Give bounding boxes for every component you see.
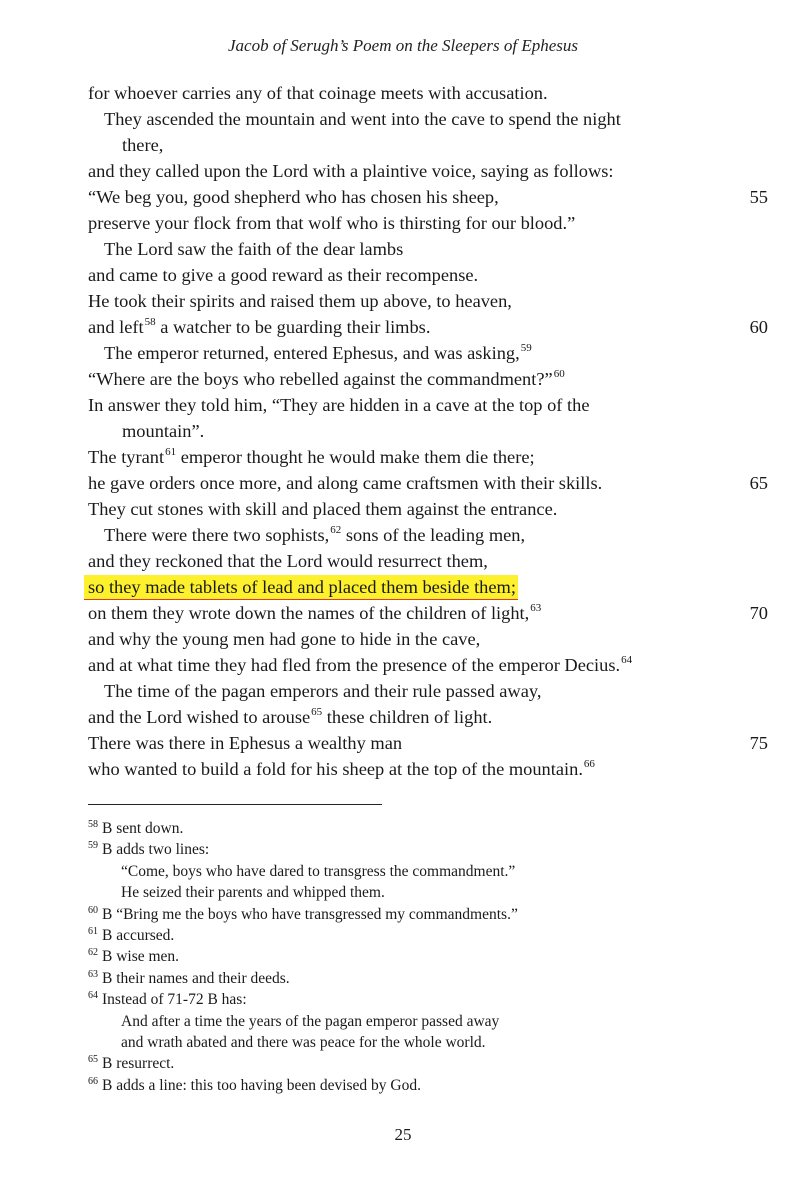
poem-line-70: [88, 600, 768, 626]
footnote-text: B their names and their deeds.: [102, 969, 290, 987]
footnote-text: B wise men.: [102, 948, 180, 966]
footnote-58: [88, 818, 728, 839]
line-text: They ascended the mountain and went into the cave to spend the night: [104, 109, 621, 129]
footnote-64-quoted-line: [88, 1032, 728, 1053]
poem-line-57: [88, 236, 768, 262]
line-number: 55: [749, 187, 768, 207]
footnote-text: B adds two lines:: [102, 841, 210, 859]
poem-text: [88, 80, 768, 782]
line-text: and they called upon the Lord with a plaintive voice, saying as follows:: [88, 161, 614, 181]
line-text-after: a watcher to be guarding their limbs.: [155, 317, 431, 337]
footnote-59-quoted-line: [88, 861, 728, 882]
poem-line-67: [88, 522, 768, 548]
footnote-number: 63: [88, 968, 98, 980]
footnote-61: [88, 925, 728, 946]
poem-line-72: [88, 652, 768, 678]
footnote-number: 66: [88, 1075, 98, 1087]
line-text: There were there two sophists,: [104, 525, 330, 545]
poem-line-74: [88, 704, 768, 730]
line-text: for whoever carries any of that coinage meets with accusation.: [88, 83, 548, 103]
line-text-after: sons of the leading men,: [341, 525, 526, 545]
footnote-ref: 58: [144, 316, 156, 328]
poem-line-65: [88, 470, 768, 496]
poem-line-59: [88, 288, 768, 314]
footnote-number: 58: [88, 819, 98, 830]
line-text-after: these children of light.: [322, 707, 493, 727]
line-number: 75: [749, 733, 768, 753]
footnote-62: [88, 946, 728, 967]
line-text: he gave orders once more, and along came craftsmen with their skills.: [88, 473, 603, 493]
line-text: and left: [88, 317, 144, 337]
poem-line-62: [88, 366, 768, 392]
line-text: The time of the pagan emperors and their rule passed away,: [104, 681, 542, 701]
poem-line-53-continuation: [88, 132, 768, 158]
footnote-text: B sent down.: [102, 820, 184, 837]
line-text-after: emperor thought he would make them die there;: [176, 447, 535, 467]
line-text: and at what time they had fled from the presence of the emperor Decius.: [88, 655, 621, 675]
footnote-65: [88, 1053, 728, 1074]
poem-line-71: [88, 626, 768, 652]
footnote-60: [88, 904, 728, 925]
line-text: preserve your flock from that wolf who is thirsting for our blood.”: [88, 213, 576, 233]
footnote-66: [88, 1075, 728, 1096]
line-text: “We beg you, good shepherd who has chosen his sheep,: [88, 187, 499, 207]
footnote-divider: [88, 804, 382, 805]
footnote-number: 59: [88, 840, 98, 852]
footnote-text: “Come, boys who have dared to transgress the commandment.”: [121, 862, 516, 880]
footnote-64-quoted-line: [88, 1011, 728, 1032]
footnote-number: 60: [88, 904, 98, 916]
line-text: so they made tablets of lead and placed them beside them;: [88, 577, 516, 597]
footnote-text: B accursed.: [102, 926, 175, 944]
page-number: 25: [394, 1125, 412, 1144]
line-text: and why the young men had gone to hide in the cave,: [88, 629, 481, 649]
footnote-ref: 65: [311, 706, 323, 718]
poem-line-66: [88, 496, 768, 522]
poem-line-55: [88, 184, 768, 210]
footnote-ref: 59: [520, 342, 532, 354]
poem-line-60: [88, 314, 768, 340]
footnote-number: 62: [88, 947, 98, 959]
poem-line-73: [88, 678, 768, 704]
poem-line-58: [88, 262, 768, 288]
footnote-number: 61: [88, 925, 98, 937]
poem-line-52: [88, 80, 768, 106]
poem-line-69-highlighted: [88, 574, 768, 600]
line-text: on them they wrote down the names of the children of light,: [88, 603, 530, 623]
poem-line-63-continuation: [88, 418, 768, 444]
line-text: There was there in Ephesus a wealthy man: [88, 733, 403, 753]
line-number: 70: [749, 603, 768, 623]
footnote-ref: 62: [330, 524, 342, 536]
footnote-59: [88, 839, 728, 860]
line-text: and they reckoned that the Lord would resurrect them,: [88, 551, 488, 571]
poem-line-54: [88, 158, 768, 184]
footnote-text: and wrath abated and there was peace for the whole world.: [121, 1033, 486, 1051]
line-number: 60: [749, 317, 768, 337]
line-text: who wanted to build a fold for his sheep at the top of the mountain.: [88, 759, 583, 779]
line-text: The Lord saw the faith of the dear lambs: [104, 239, 404, 259]
poem-line-56: [88, 210, 768, 236]
line-text: and the Lord wished to arouse: [88, 707, 311, 727]
footnote-63: [88, 968, 728, 989]
footnote-ref: 66: [583, 758, 595, 770]
footnotes: [88, 818, 728, 1096]
footnote-number: 64: [88, 990, 98, 1002]
footnote-text: B “Bring me the boys who have transgressed my commandments.”: [102, 905, 518, 923]
running-head: Jacob of Serugh’s Poem on the Sleepers of Ephesus: [227, 36, 578, 55]
poem-line-63: [88, 392, 768, 418]
poem-line-64: [88, 444, 768, 470]
line-text: He took their spirits and raised them up above, to heaven,: [88, 291, 512, 311]
footnote-number: 65: [88, 1054, 98, 1066]
poem-line-76: [88, 756, 768, 782]
line-text: The tyrant: [88, 447, 165, 467]
line-text: mountain”.: [122, 421, 205, 441]
footnote-ref: 64: [621, 654, 633, 666]
line-text: The emperor returned, entered Ephesus, and was asking,: [104, 343, 520, 363]
footnote-59-quoted-line: [88, 882, 728, 903]
line-text: there,: [122, 135, 164, 155]
footnote-ref: 61: [165, 446, 177, 458]
footnote-64: [88, 989, 728, 1010]
line-text: and came to give a good reward as their recompense.: [88, 265, 479, 285]
footnote-text: He seized their parents and whipped them.: [121, 884, 385, 902]
footnote-text: B resurrect.: [102, 1055, 175, 1073]
text-highlight: [84, 575, 518, 600]
line-number: 65: [749, 473, 768, 493]
footnote-text: And after a time the years of the pagan emperor passed away: [121, 1012, 500, 1030]
poem-line-68: [88, 548, 768, 574]
footnote-text: Instead of 71-72 B has:: [102, 991, 247, 1009]
footnote-text: B adds a line: this too having been devised by God.: [102, 1076, 421, 1094]
line-text: “Where are the boys who rebelled against the commandment?”: [88, 369, 553, 389]
poem-line-75: [88, 730, 768, 756]
line-text: They cut stones with skill and placed them against the entrance.: [88, 499, 558, 519]
poem-line-53: [88, 106, 768, 132]
footnote-ref: 60: [553, 368, 565, 380]
line-text: In answer they told him, “They are hidden in a cave at the top of the: [88, 395, 590, 415]
footnote-ref: 63: [530, 602, 542, 614]
poem-line-61: [88, 340, 768, 366]
